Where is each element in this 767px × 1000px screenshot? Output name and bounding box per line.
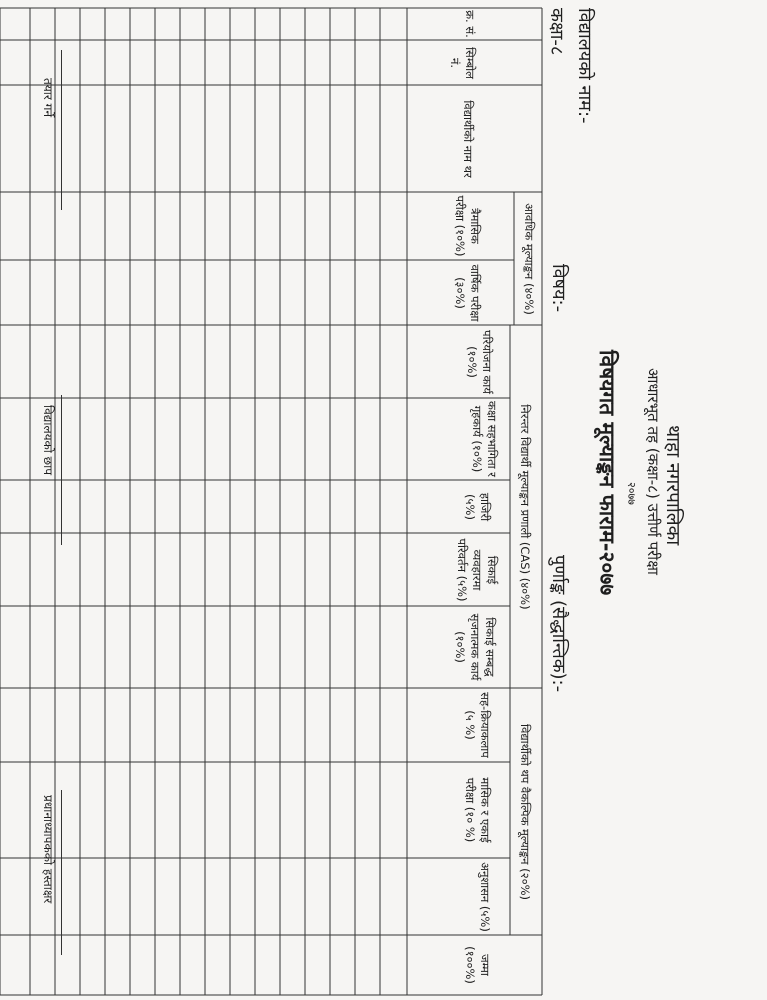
form-title: विषयगत मूल्याङ्कन फाराम-२०७७ [595, 350, 619, 596]
col-unit-test-header: मासिक र एकाई परीक्षा (१० %) [463, 777, 492, 843]
school-name-label: विद्यालयको नाम:- [574, 8, 595, 124]
exam-subtitle: आधारभूत तह (कक्षा-८) उत्तीर्ण परीक्षा [644, 368, 662, 575]
group-cas-header: निरन्तर विद्यार्थी मूल्याङ्कन प्रणाली (CAS) (४०%) [518, 404, 532, 610]
prepared-by-label: तयार गर्ने [41, 78, 55, 118]
full-marks-label: पुर्णाङ्क (सैद्धान्तिक):- [548, 555, 569, 693]
col-annual-header: वार्षिक परीक्षा (३०%) [453, 264, 482, 322]
class-label: कक्षा-८ [546, 8, 567, 56]
col-symbol-header: सिम्बोल नं. [448, 47, 477, 79]
group-alt-header: विद्यार्थीको थप वैकल्पिक मूल्याङ्कन (२०%) [518, 723, 532, 901]
col-project-header: परियोजना कार्य (१०%) [465, 330, 494, 394]
col-creative-header: सिकाई सम्बद्ध सृजनात्मक कार्य (१०%) [453, 613, 497, 681]
col-discipline-header: अनुशासन (५%) [478, 862, 492, 932]
group-periodic-header: आवधिक मूल्याङ्कन (४०%) [522, 203, 536, 315]
prepared-by-line [61, 50, 62, 210]
col-name-header: विद्यार्थीको नाम थर [461, 100, 475, 178]
municipality-title: थाहा नगरपालिका [662, 425, 684, 546]
headteacher-sign-line [61, 790, 62, 955]
col-behavior-header: सिकाई व्यवहारमा परिवर्तन (५%) [455, 538, 499, 602]
school-stamp-line [61, 395, 62, 545]
exam-year: २०७७ [625, 482, 638, 505]
col-attendance-header: हाजिरी (५%) [463, 492, 492, 522]
col-coactivity-header: सह-क्रियाकलाप (५ %) [463, 692, 492, 758]
headteacher-sign-label: प्रधानाध्यापकको हस्ताक्षर [41, 795, 55, 904]
col-serial-header: क्र. सं. [463, 10, 477, 38]
col-total-header: जम्मा (१००%) [463, 946, 492, 984]
subject-label: विषय:- [548, 264, 569, 313]
col-participation-header: कक्षा सहभागिता र गृहकार्य (१०%) [470, 401, 499, 477]
col-trimester-header: त्रैमासिक परीक्षा (१०%) [453, 195, 482, 257]
school-stamp-label: विद्यालयको छाप [41, 405, 55, 476]
